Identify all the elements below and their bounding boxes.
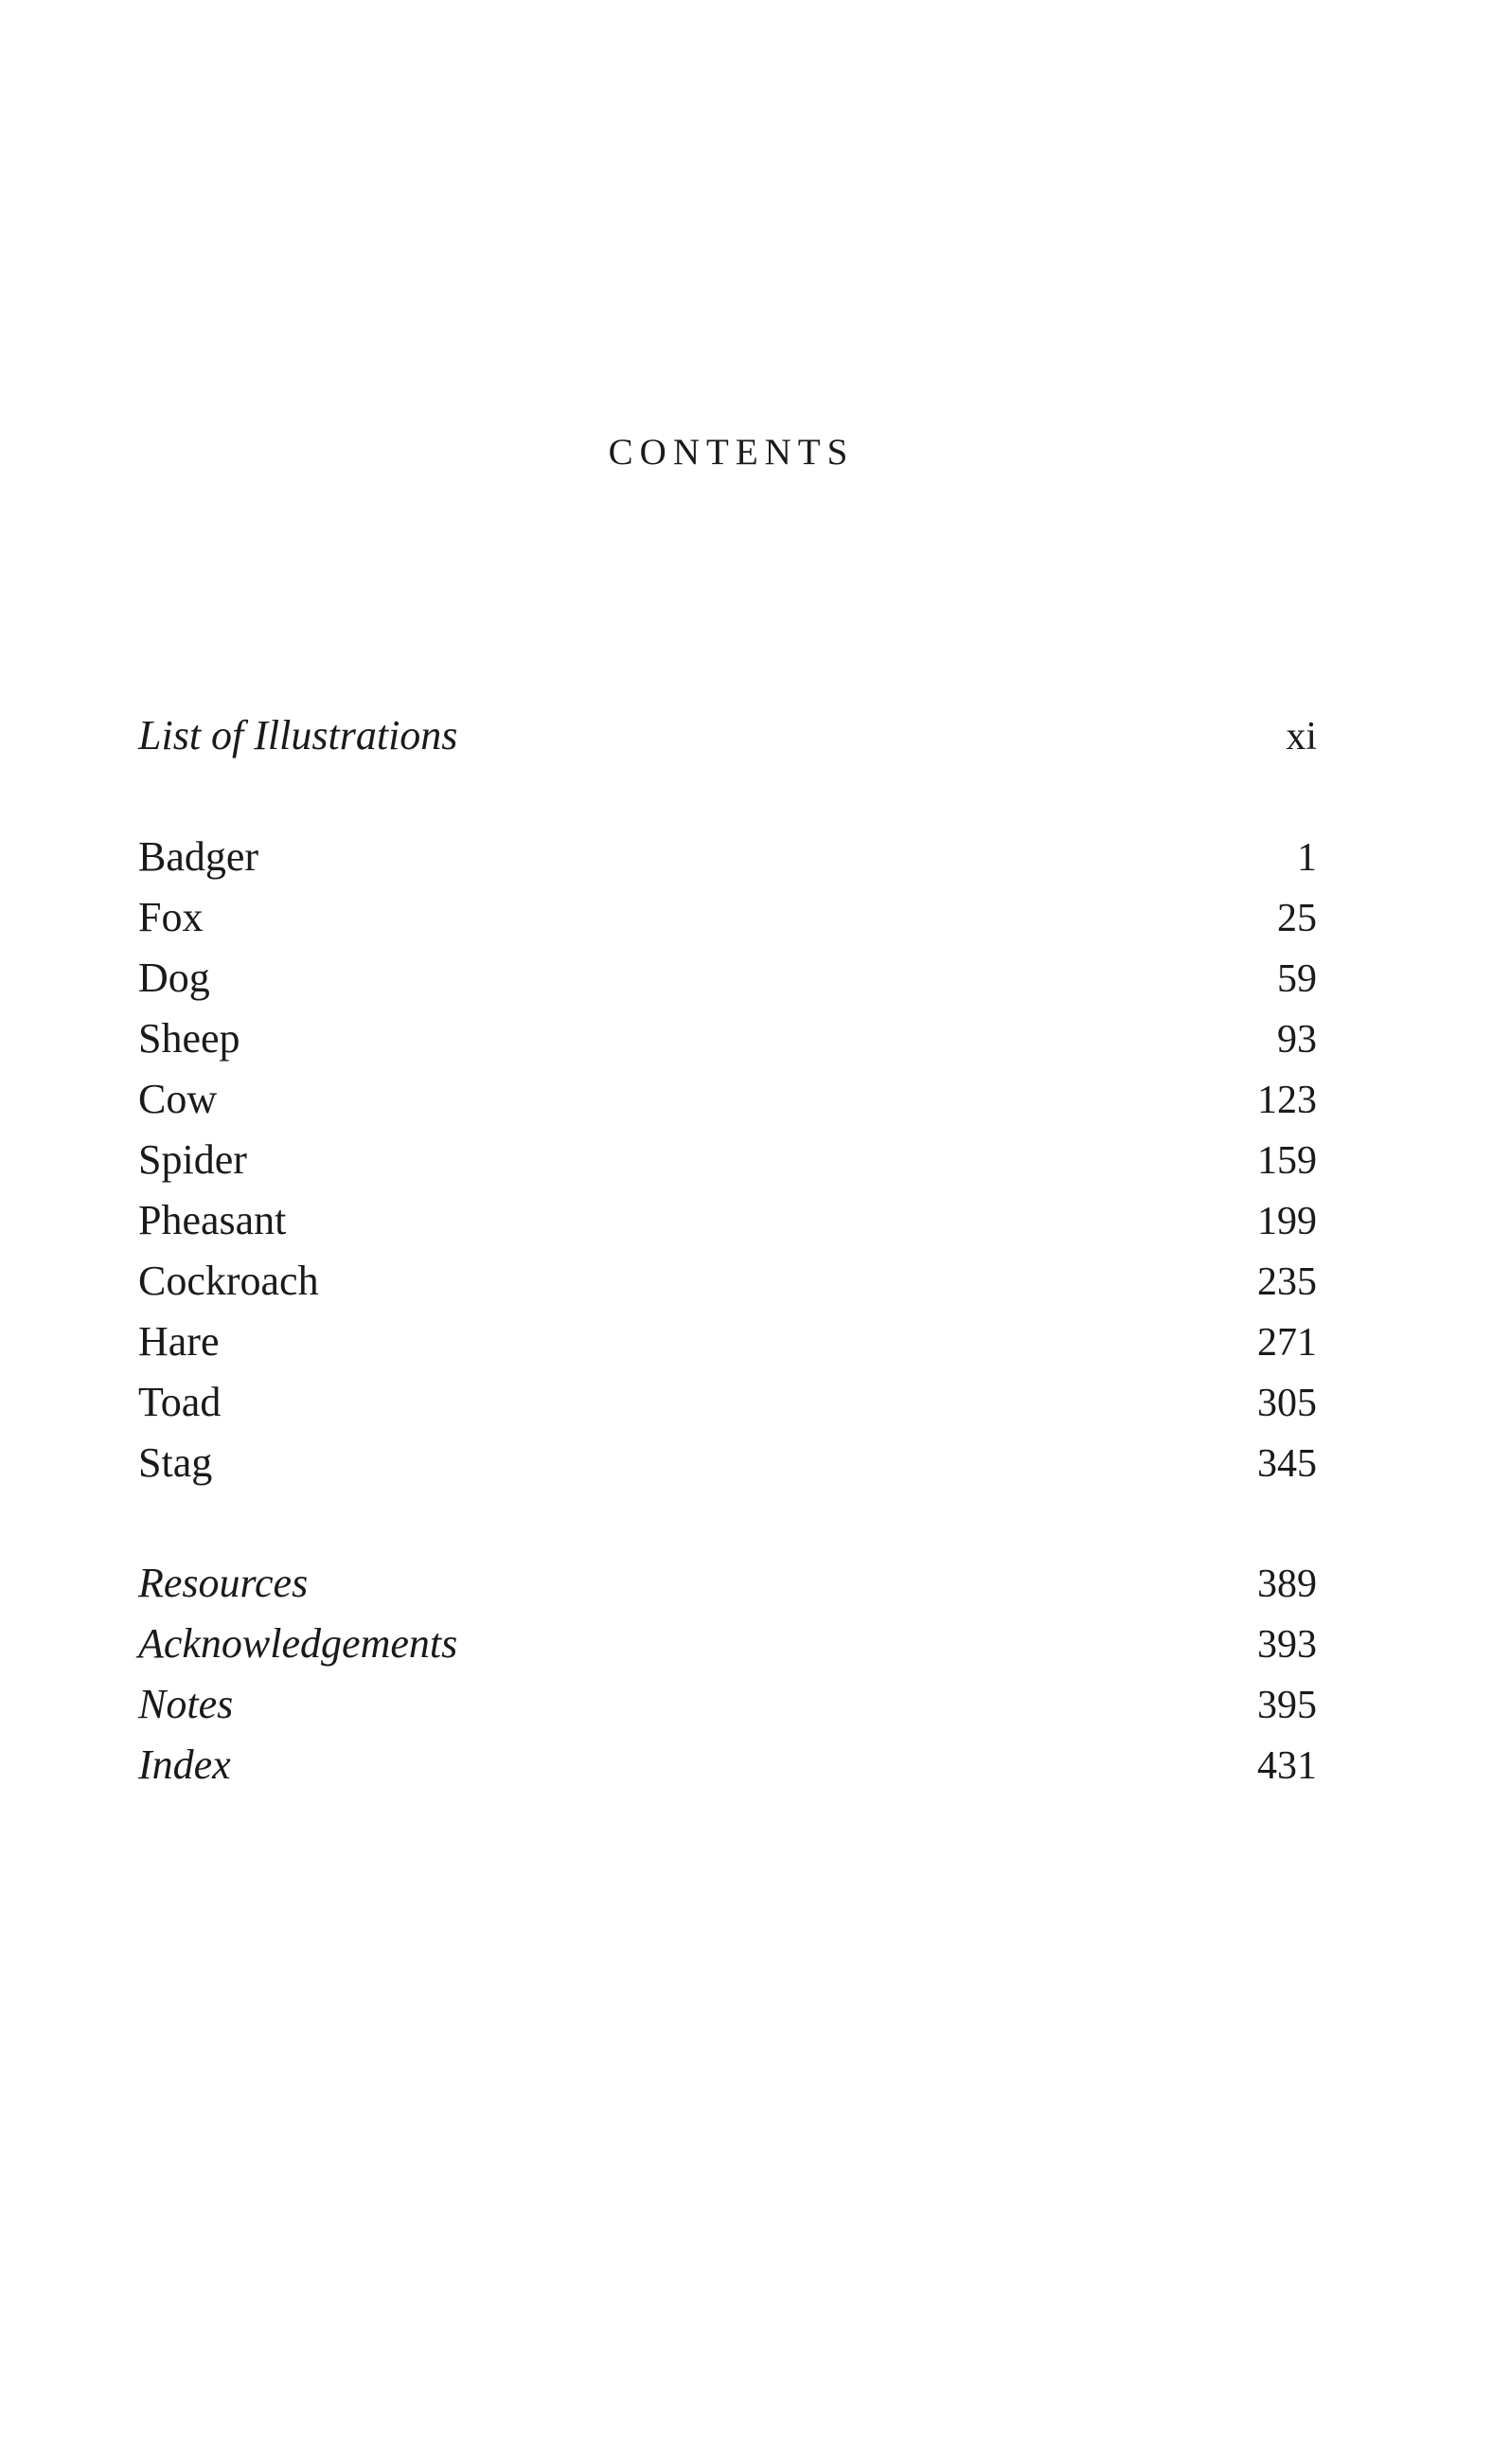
toc-entry-title: Stag xyxy=(138,1439,213,1486)
toc-entry-title: Sheep xyxy=(138,1015,240,1062)
toc-entry-title: Hare xyxy=(138,1318,220,1365)
toc-entry-title: Index xyxy=(138,1741,231,1788)
toc-entry-title: Toad xyxy=(138,1379,222,1425)
toc-entry-title: Badger xyxy=(138,833,259,880)
toc-entry-title: Resources xyxy=(138,1560,309,1606)
toc-entry-sheep xyxy=(138,1015,1317,1062)
toc-entry-page: 345 xyxy=(1257,1442,1317,1486)
toc-entry-stag xyxy=(138,1439,1317,1486)
toc-entry-page: 25 xyxy=(1277,897,1317,940)
toc-entry-list-of-illustrations xyxy=(138,712,1317,759)
toc-entry-page: 59 xyxy=(1277,957,1317,1001)
toc-entry-title: Acknowledgements xyxy=(138,1620,458,1667)
toc-entry-page: 431 xyxy=(1257,1744,1317,1788)
toc-entry-page: 1 xyxy=(1297,836,1317,880)
toc-entry-page: 159 xyxy=(1257,1139,1317,1183)
toc-entry-page: 93 xyxy=(1277,1018,1317,1062)
toc-entry-title: Cow xyxy=(138,1076,218,1122)
toc-entry-page: 305 xyxy=(1257,1382,1317,1425)
toc-entry-toad xyxy=(138,1379,1317,1425)
toc-entry-pheasant xyxy=(138,1197,1317,1243)
toc-entry-page: 235 xyxy=(1257,1260,1317,1304)
toc-entry-page: 271 xyxy=(1257,1321,1317,1365)
toc-entry-page: 199 xyxy=(1257,1200,1317,1243)
toc-entry-page: 393 xyxy=(1257,1623,1317,1667)
toc-entry-spider xyxy=(138,1136,1317,1183)
toc-entry-title: Fox xyxy=(138,894,204,940)
toc-entry-badger xyxy=(138,833,1317,880)
toc-entry-title: Dog xyxy=(138,955,210,1001)
toc-entry-fox xyxy=(138,894,1317,940)
toc-entry-page: 395 xyxy=(1257,1684,1317,1727)
toc-entry-notes xyxy=(138,1681,1317,1727)
toc-entry-title: Spider xyxy=(138,1136,247,1183)
toc-entry-resources xyxy=(138,1562,1317,1604)
toc-entry-page: 389 xyxy=(1257,1562,1317,1606)
toc-entry-hare xyxy=(138,1318,1317,1365)
toc-entry-index xyxy=(138,1741,1317,1788)
toc-entry-acknowledgements xyxy=(138,1620,1317,1667)
toc-entry-title: Notes xyxy=(138,1681,234,1727)
toc-entry-cockroach xyxy=(138,1260,1317,1302)
toc-entry-cow xyxy=(138,1076,1317,1122)
toc-entry-title: Cockroach xyxy=(138,1258,319,1304)
toc-entry-page: xi xyxy=(1286,715,1317,759)
toc-entry-dog xyxy=(138,957,1317,999)
toc-entry-title: List of Illustrations xyxy=(138,712,458,759)
toc-entry-page: 123 xyxy=(1257,1079,1317,1122)
page-title: CONTENTS xyxy=(608,432,855,473)
toc-entry-title: Pheasant xyxy=(138,1197,287,1243)
